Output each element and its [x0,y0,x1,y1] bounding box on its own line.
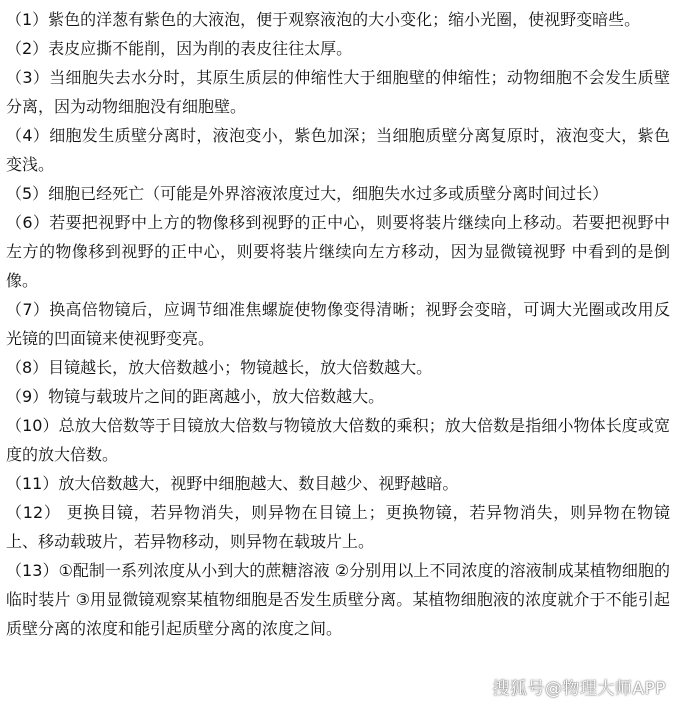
paragraph-9: （9）物镜与载玻片之间的距离越小，放大倍数越大。 [6,387,385,406]
paragraph-7: （7）换高倍物镜后，应调节细准焦螺旋使物像变得清晰；视野会变暗，可调大光圈或改用反光镜的凹面镜来使视野变亮。 [6,300,670,348]
paragraph-11: （11）放大倍数越大，视野中细胞越大、数目越少、视野越暗。 [6,474,459,493]
document-body [6,5,670,643]
paragraph-8: （8）目镜越长，放大倍数越小；物镜越长，放大倍数越大。 [6,358,433,377]
paragraph-12: （12） 更换目镜，若异物消失，则异物在目镜上；更换物镜，若异物消失，则异物在物镜上、移动载玻片，若异物移动，则异物在载玻片上。 [6,503,670,551]
paragraph-3: （3）当细胞失去水分时，其原生质层的伸缩性大于细胞壁的伸缩性；动物细胞不会发生质壁分离，因为动物细胞没有细胞壁。 [6,68,670,116]
paragraph-10: （10）总放大倍数等于目镜放大倍数与物镜放大倍数的乘积；放大倍数是指细小物体长度或宽度的放大倍数。 [6,416,670,464]
paragraph-13: （13）①配制一系列浓度从小到大的蔗糖溶液 ②分别用以上不同浓度的溶液制成某植物细胞的临时装片 ③用显微镜观察某植物细胞是否发生质壁分离。某植物细胞液的浓度就介于不能引起质壁分离的浓度和能引起质壁分离的浓度之间。 [6,561,670,638]
watermark: 搜狐号@物理大师APP [492,679,666,699]
paragraph-4: （4）细胞发生质壁分离时，液泡变小，紫色加深；当细胞质壁分离复原时，液泡变大，紫色变浅。 [6,126,670,174]
paragraph-6: （6）若要把视野中上方的物像移到视野的正中心，则要将装片继续向上移动。若要把视野中左方的物像移到视野的正中心，则要将装片继续向左方移动，因为显微镜视野 中看到的是倒像。 [6,213,670,290]
paragraph-5: （5）细胞已经死亡（可能是外界溶液浓度过大，细胞失水过多或质壁分离时间过长） [6,184,609,203]
paragraph-1: （1）紫色的洋葱有紫色的大液泡，便于观察液泡的大小变化；缩小光圈，使视野变暗些。 [6,10,641,29]
paragraph-2: （2）表皮应撕不能削，因为削的表皮往往太厚。 [6,39,353,58]
